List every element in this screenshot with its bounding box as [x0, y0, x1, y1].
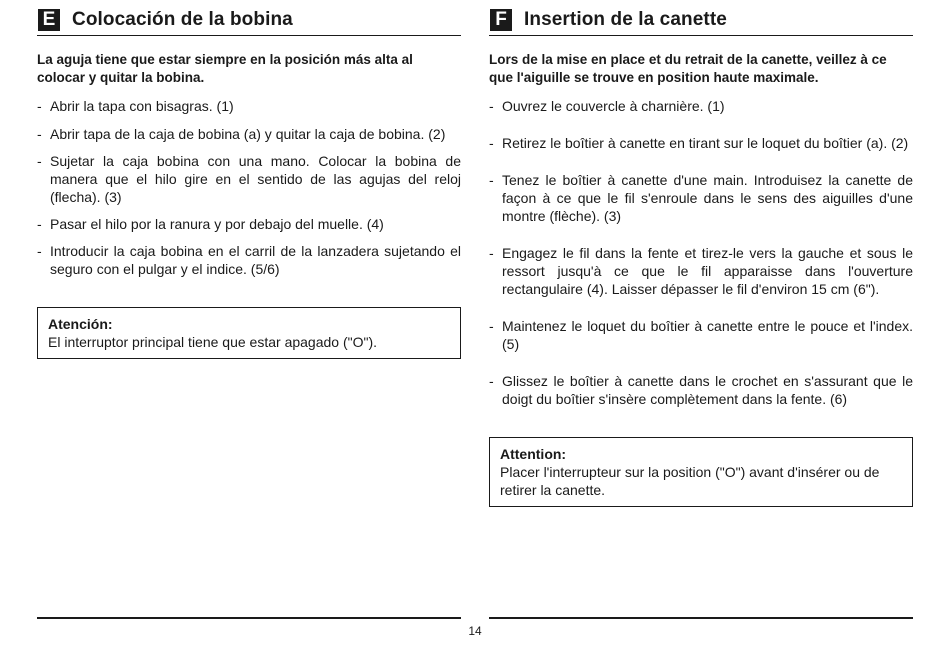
step-item: - Maintenez le loquet du boîtier à canette entre le pouce et l'index. (5) [489, 317, 913, 353]
section-header [489, 6, 913, 36]
section-title: Colocación de la bobina [72, 9, 293, 30]
step-item: - Glissez le boîtier à canette dans le crochet en s'assurant que le doigt du boîtier s'insère complètement dans la fente. (6) [489, 372, 913, 408]
attention-text: Placer l'interrupteur sur la position ("O") avant d'insérer ou de retirer la canette. [500, 464, 880, 498]
attention-title: Atención: [48, 316, 113, 332]
step-item: - Ouvrez le couvercle à charnière. (1) [489, 97, 913, 115]
step-item: - Tenez le boîtier à canette d'une main. Introduisez la canette de façon à ce que le fil s'enroule dans le sens des aiguilles d'une montre (flèche). (3) [489, 171, 913, 225]
steps-list [489, 97, 913, 408]
intro-warning: La aguja tiene que estar siempre en la posición más alta al colocar y quitar la bobina. [37, 52, 413, 85]
step-item: - Introducir la caja bobina en el carril de la lanzadera sujetando el seguro con el pulgar y el indice. (5/6) [37, 242, 461, 278]
step-item: - Sujetar la caja bobina con una mano. Colocar la bobina de manera que el hilo gire en el sentido de las agujas del reloj (flecha). (3) [37, 152, 461, 206]
section-header [37, 6, 461, 36]
step-item: - Pasar el hilo por la ranura y por debajo del muelle. (4) [37, 215, 461, 233]
step-item: - Abrir tapa de la caja de bobina (a) y quitar la caja de bobina. (2) [37, 125, 461, 143]
attention-box [37, 307, 461, 359]
step-item: - Abrir la tapa con bisagras. (1) [37, 97, 461, 115]
step-item: - Engagez le fil dans la fente et tirez-le vers la gauche et sous le ressort jusqu'à ce que le fil apparaisse dans l'ouverture rectangulaire (4). Laisser dépasser le fil d'environ 15 cm (6"). [489, 244, 913, 298]
attention-box [489, 437, 913, 507]
intro-warning: Lors de la mise en place et du retrait de la canette, veillez à ce que l'aiguille se trouve en position haute maximale. [489, 52, 887, 85]
page-number: 14 [468, 624, 482, 638]
footer-rule-left [37, 617, 461, 619]
language-badge: F [490, 9, 512, 31]
section-french [489, 6, 913, 507]
section-spanish [37, 6, 461, 359]
step-item: - Retirez le boîtier à canette en tirant sur le loquet du boîtier (a). (2) [489, 134, 913, 152]
section-title: Insertion de la canette [524, 9, 727, 30]
attention-text: El interruptor principal tiene que estar apagado ("O"). [48, 334, 378, 350]
footer-rule-right [489, 617, 913, 619]
steps-list [37, 97, 461, 278]
attention-title: Attention: [500, 446, 567, 462]
language-badge: E [38, 9, 60, 31]
